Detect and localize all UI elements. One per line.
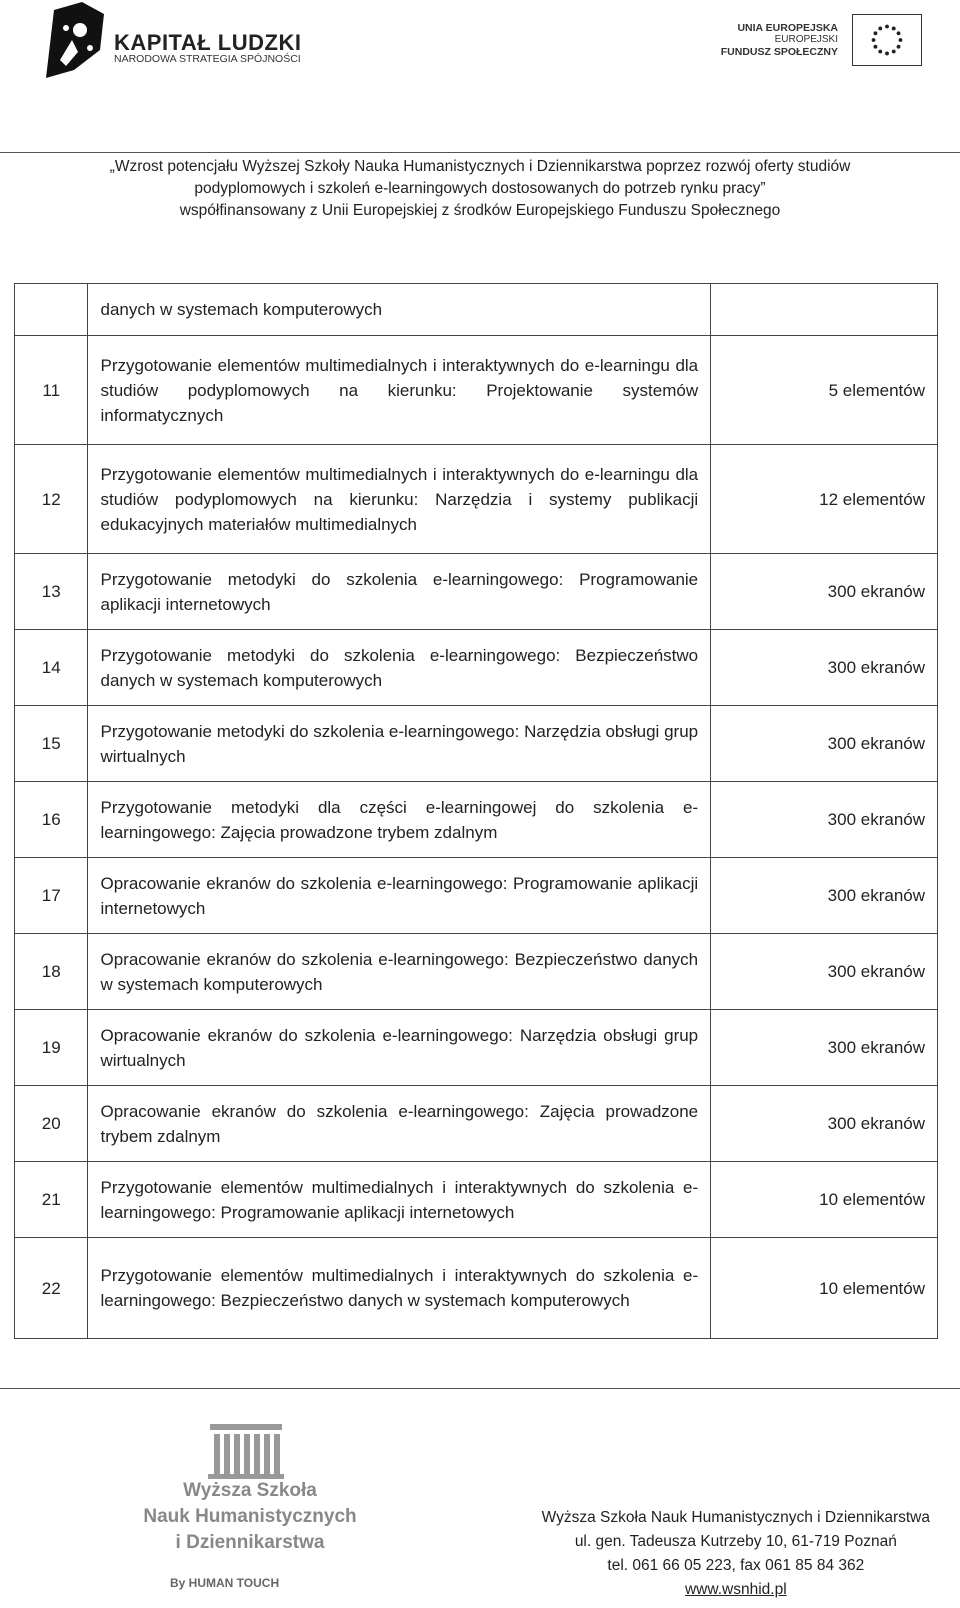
row-quantity: 300 ekranów	[711, 630, 938, 706]
row-number: 15	[15, 706, 88, 782]
project-line-1: „Wzrost potencjału Wyższej Szkoły Nauka Humanistycznych i Dziennikarstwa poprzez rozwój oferty studiów	[109, 158, 851, 175]
footer-address	[542, 1506, 930, 1602]
row-description: Przygotowanie elementów multimedialnych i interaktywnych do szkolenia e-learningowego: Bezpieczeństwo danych w systemach komputerowych	[88, 1238, 711, 1339]
table-row	[15, 284, 938, 336]
eu-flag-icon	[852, 14, 922, 66]
row-description: Przygotowanie metodyki do szkolenia e-learningowego: Narzędzia obsługi grup wirtualnych	[88, 706, 711, 782]
kapital-ludzki-emblem-icon	[44, 0, 108, 80]
row-description: Opracowanie ekranów do szkolenia e-learningowego: Narzędzia obsługi grup wirtualnych	[88, 1010, 711, 1086]
eu-line-2: EUROPEJSKI	[774, 34, 838, 45]
project-line-3: współfinansowany z Unii Europejskiej z środków Europejskiego Funduszu Społecznego	[179, 202, 781, 219]
table-row	[15, 554, 938, 630]
address-phone: tel. 061 66 05 223, fax 061 85 84 362	[607, 1557, 865, 1574]
page-header	[0, 0, 960, 150]
table-row	[15, 858, 938, 934]
table-row	[15, 1086, 938, 1162]
row-description: Opracowanie ekranów do szkolenia e-learningowego: Zajęcia prowadzone trybem zdalnym	[88, 1086, 711, 1162]
row-description: Przygotowanie elementów multimedialnych i interaktywnych do e-learningu dla studiów podyplomowych na kierunku: Narzędzia i systemy publikacji edukacyjnych materiałów multimedialnych	[88, 445, 711, 554]
kapital-ludzki-title: KAPITAŁ LUDZKI	[114, 30, 302, 55]
row-description: Opracowanie ekranów do szkolenia e-learningowego: Programowanie aplikacji internetowych	[88, 858, 711, 934]
row-number	[15, 284, 88, 336]
row-quantity: 300 ekranów	[711, 1010, 938, 1086]
row-quantity: 300 ekranów	[711, 858, 938, 934]
logo-line-1: Wyższa Szkoła	[183, 1480, 317, 1501]
table-row	[15, 1162, 938, 1238]
row-quantity: 10 elementów	[711, 1238, 938, 1339]
row-number: 14	[15, 630, 88, 706]
table-row	[15, 630, 938, 706]
row-description: Przygotowanie metodyki dla części e-learningowej do szkolenia e-learningowego: Zajęcia prowadzone trybem zdalnym	[88, 782, 711, 858]
address-street: ul. gen. Tadeusza Kutrzeby 10, 61-719 Poznań	[574, 1533, 897, 1550]
row-number: 13	[15, 554, 88, 630]
table-row	[15, 1010, 938, 1086]
table-row	[15, 934, 938, 1010]
row-description: danych w systemach komputerowych	[88, 284, 711, 336]
table-row	[15, 1238, 938, 1339]
row-number: 21	[15, 1162, 88, 1238]
row-number: 18	[15, 934, 88, 1010]
table-row	[15, 445, 938, 554]
footer-divider	[0, 1388, 960, 1389]
logo-tagline: By HUMAN TOUCH	[170, 1576, 280, 1590]
kapital-ludzki-logo	[44, 0, 304, 80]
address-name: Wyższa Szkoła Nauk Humanistycznych i Dziennikarstwa	[541, 1509, 930, 1526]
table-row	[15, 706, 938, 782]
row-quantity: 10 elementów	[711, 1162, 938, 1238]
eu-efs-logo	[720, 14, 922, 70]
project-line-2: podyplomowych i szkoleń e-learningowych dostosowanych do potrzeb rynku pracy”	[194, 180, 766, 197]
table-row	[15, 782, 938, 858]
row-description: Opracowanie ekranów do szkolenia e-learningowego: Bezpieczeństwo danych w systemach komputerowych	[88, 934, 711, 1010]
row-number: 20	[15, 1086, 88, 1162]
row-quantity	[711, 284, 938, 336]
row-number: 22	[15, 1238, 88, 1339]
row-number: 11	[15, 336, 88, 445]
university-building-icon	[206, 1420, 286, 1480]
deliverables-table	[14, 283, 938, 1339]
project-title	[0, 156, 960, 222]
row-number: 17	[15, 858, 88, 934]
kapital-ludzki-subtitle: NARODOWA STRATEGIA SPÓJNOŚCI	[114, 53, 301, 65]
table-row	[15, 336, 938, 445]
row-quantity: 300 ekranów	[711, 554, 938, 630]
row-number: 16	[15, 782, 88, 858]
wsnhid-logo	[120, 1420, 380, 1600]
row-number: 19	[15, 1010, 88, 1086]
eu-logo-text	[721, 22, 838, 58]
eu-line-1: UNIA EUROPEJSKA	[737, 22, 838, 34]
row-description: Przygotowanie metodyki do szkolenia e-learningowego: Programowanie aplikacji internetowych	[88, 554, 711, 630]
logo-line-2: Nauk Humanistycznych	[143, 1506, 357, 1527]
row-quantity: 5 elementów	[711, 336, 938, 445]
row-number: 12	[15, 445, 88, 554]
website-link[interactable]: www.wsnhid.pl	[684, 1581, 787, 1598]
header-divider	[0, 152, 960, 153]
eu-line-3: FUNDUSZ SPOŁECZNY	[720, 46, 838, 58]
row-quantity: 300 ekranów	[711, 782, 938, 858]
row-quantity: 300 ekranów	[711, 706, 938, 782]
row-quantity: 12 elementów	[711, 445, 938, 554]
row-description: Przygotowanie elementów multimedialnych i interaktywnych do e-learningu dla studiów podyplomowych na kierunku: Projektowanie systemów informatycznych	[88, 336, 711, 445]
row-description: Przygotowanie metodyki do szkolenia e-learningowego: Bezpieczeństwo danych w systemach komputerowych	[88, 630, 711, 706]
row-quantity: 300 ekranów	[711, 1086, 938, 1162]
logo-line-3: i Dziennikarstwa	[175, 1532, 325, 1553]
row-description: Przygotowanie elementów multimedialnych i interaktywnych do szkolenia e-learningowego: Programowanie aplikacji internetowych	[88, 1162, 711, 1238]
row-quantity: 300 ekranów	[711, 934, 938, 1010]
